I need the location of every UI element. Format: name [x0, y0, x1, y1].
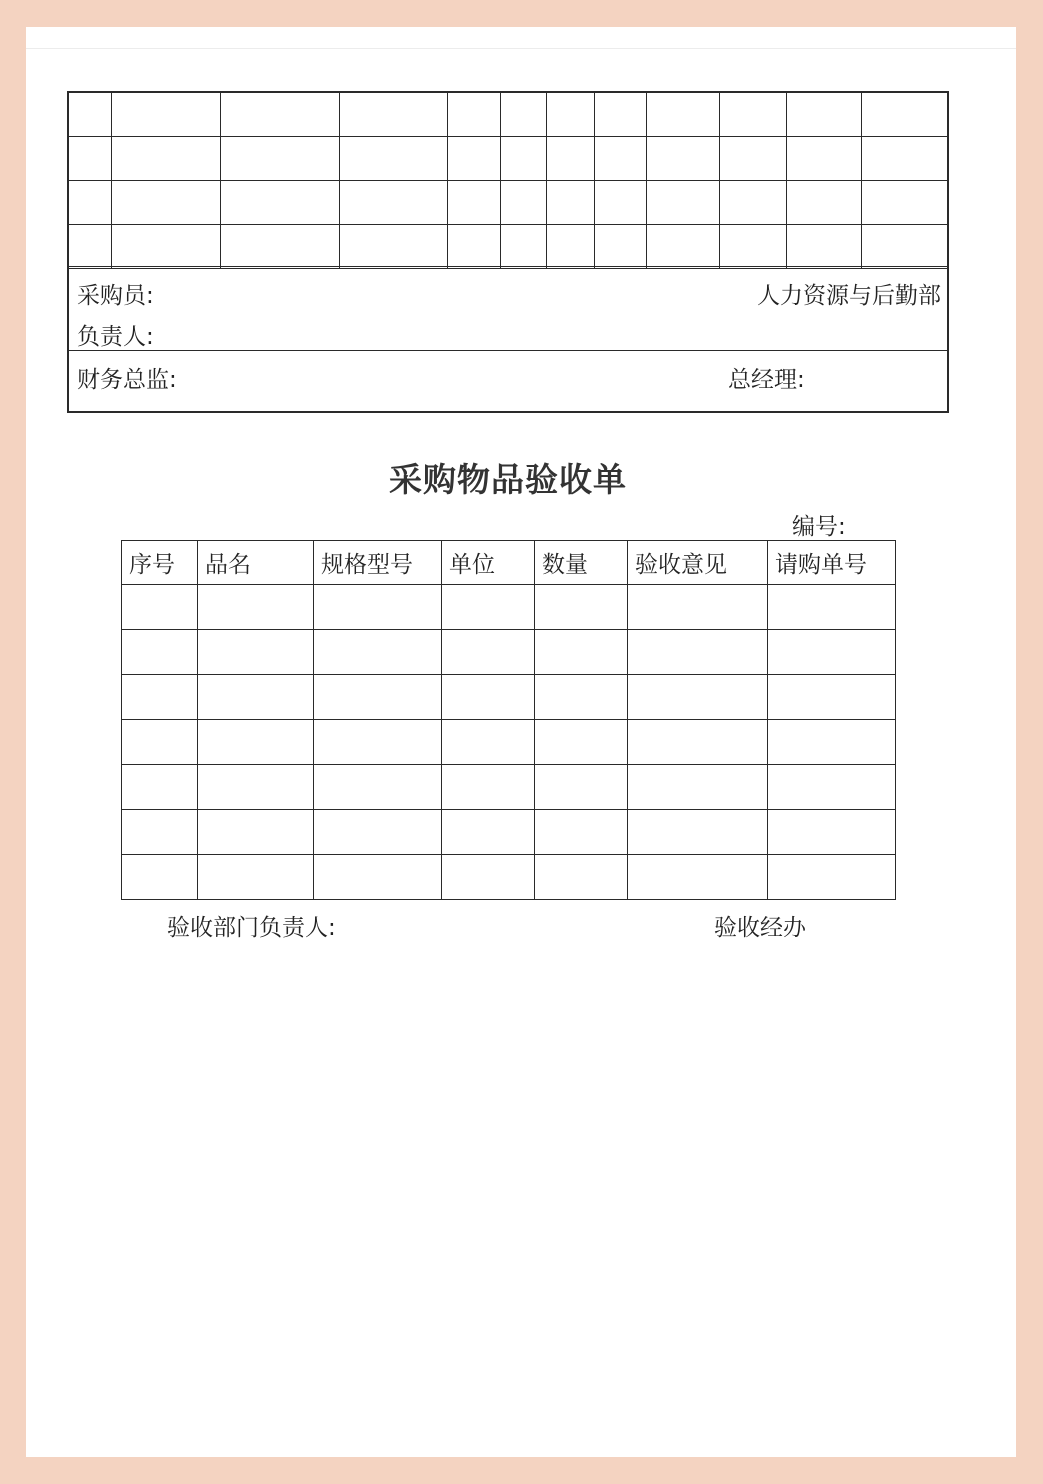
grid-cell[interactable] — [220, 137, 339, 181]
column-header: 规格型号 — [314, 541, 442, 585]
table-cell[interactable] — [442, 810, 535, 855]
grid-cell[interactable] — [69, 137, 111, 181]
table-cell[interactable] — [122, 855, 198, 900]
table-cell[interactable] — [535, 630, 628, 675]
table-cell[interactable] — [198, 585, 314, 630]
table-cell[interactable] — [535, 720, 628, 765]
grid-cell[interactable] — [594, 137, 646, 181]
table-cell[interactable] — [768, 720, 896, 765]
grid-cell[interactable] — [220, 225, 339, 269]
table-cell[interactable] — [442, 720, 535, 765]
grid-cell[interactable] — [786, 137, 861, 181]
table-header-row — [122, 541, 896, 585]
grid-cell[interactable] — [339, 93, 447, 137]
column-header: 品名 — [198, 541, 314, 585]
grid-cell[interactable] — [500, 181, 546, 225]
table-cell[interactable] — [535, 765, 628, 810]
table-cell[interactable] — [122, 720, 198, 765]
serial-number-label: 编号: — [792, 514, 846, 540]
table-cell[interactable] — [198, 765, 314, 810]
grid-cell[interactable] — [546, 93, 594, 137]
table-cell[interactable] — [314, 585, 442, 630]
table-row — [122, 675, 896, 720]
grid-cell[interactable] — [220, 93, 339, 137]
table-row — [122, 630, 896, 675]
column-header: 验收意见 — [628, 541, 768, 585]
table-cell[interactable] — [768, 855, 896, 900]
table-cell[interactable] — [535, 675, 628, 720]
grid-cell[interactable] — [786, 93, 861, 137]
table-cell[interactable] — [122, 630, 198, 675]
grid-cell[interactable] — [594, 225, 646, 269]
table-cell[interactable] — [768, 675, 896, 720]
table-cell[interactable] — [314, 855, 442, 900]
table-cell[interactable] — [628, 810, 768, 855]
grid-cell[interactable] — [861, 225, 947, 269]
grid-cell[interactable] — [546, 137, 594, 181]
grid-cell[interactable] — [786, 225, 861, 269]
table-cell[interactable] — [442, 630, 535, 675]
table-row — [122, 810, 896, 855]
blank-grid — [69, 93, 947, 269]
grid-cell[interactable] — [594, 181, 646, 225]
grid-cell[interactable] — [220, 181, 339, 225]
grid-cell[interactable] — [447, 137, 500, 181]
grid-cell[interactable] — [719, 225, 786, 269]
grid-cell[interactable] — [111, 181, 220, 225]
grid-cell[interactable] — [594, 93, 646, 137]
grid-cell[interactable] — [500, 225, 546, 269]
table-cell[interactable] — [314, 720, 442, 765]
table-cell[interactable] — [314, 675, 442, 720]
grid-cell[interactable] — [69, 181, 111, 225]
signature-block-purchaser — [69, 266, 947, 350]
grid-cell[interactable] — [861, 181, 947, 225]
grid-cell[interactable] — [69, 225, 111, 269]
table-cell[interactable] — [442, 765, 535, 810]
table-cell[interactable] — [198, 630, 314, 675]
general-manager-label: 总经理: — [728, 367, 805, 393]
grid-row — [69, 93, 947, 137]
table-cell[interactable] — [628, 855, 768, 900]
table-cell[interactable] — [442, 855, 535, 900]
grid-cell[interactable] — [447, 181, 500, 225]
grid-cell[interactable] — [646, 225, 719, 269]
grid-cell[interactable] — [111, 225, 220, 269]
grid-cell[interactable] — [447, 225, 500, 269]
table-row — [122, 585, 896, 630]
grid-cell[interactable] — [719, 93, 786, 137]
grid-cell[interactable] — [500, 93, 546, 137]
table-cell[interactable] — [535, 585, 628, 630]
table-row — [122, 720, 896, 765]
table-cell[interactable] — [628, 630, 768, 675]
purchaser-label: 采购员: — [77, 283, 154, 309]
table-cell[interactable] — [198, 675, 314, 720]
grid-cell[interactable] — [719, 181, 786, 225]
table-cell[interactable] — [314, 630, 442, 675]
table-cell[interactable] — [198, 855, 314, 900]
grid-cell[interactable] — [646, 181, 719, 225]
table-cell[interactable] — [768, 810, 896, 855]
table-cell[interactable] — [122, 810, 198, 855]
grid-cell[interactable] — [861, 93, 947, 137]
grid-cell[interactable] — [69, 93, 111, 137]
grid-cell[interactable] — [719, 137, 786, 181]
table-cell[interactable] — [628, 765, 768, 810]
grid-cell[interactable] — [339, 181, 447, 225]
table-cell[interactable] — [535, 855, 628, 900]
table-row — [122, 855, 896, 900]
grid-cell[interactable] — [546, 181, 594, 225]
grid-cell[interactable] — [339, 137, 447, 181]
table-cell[interactable] — [628, 675, 768, 720]
table-cell[interactable] — [442, 585, 535, 630]
grid-cell[interactable] — [111, 137, 220, 181]
column-header: 单位 — [442, 541, 535, 585]
table-cell[interactable] — [122, 675, 198, 720]
table-cell[interactable] — [628, 585, 768, 630]
acceptance-table — [121, 540, 896, 900]
table-cell[interactable] — [314, 810, 442, 855]
table-cell[interactable] — [768, 585, 896, 630]
signature-block-finance — [69, 350, 947, 413]
table-cell[interactable] — [442, 675, 535, 720]
grid-cell[interactable] — [546, 225, 594, 269]
grid-row — [69, 137, 947, 181]
grid-row — [69, 225, 947, 269]
grid-cell[interactable] — [646, 93, 719, 137]
responsible-label: 负责人: — [77, 324, 154, 350]
grid-cell[interactable] — [861, 137, 947, 181]
table-cell[interactable] — [768, 765, 896, 810]
table-cell[interactable] — [198, 720, 314, 765]
grid-cell[interactable] — [111, 93, 220, 137]
department-label: 人力资源与后勤部 — [757, 283, 941, 309]
form-title: 采购物品验收单 — [389, 460, 627, 499]
column-header: 序号 — [122, 541, 198, 585]
table-cell[interactable] — [535, 810, 628, 855]
table-cell[interactable] — [122, 585, 198, 630]
table-cell[interactable] — [628, 720, 768, 765]
finance-director-label: 财务总监: — [77, 367, 177, 393]
grid-cell[interactable] — [646, 137, 719, 181]
column-header: 数量 — [535, 541, 628, 585]
grid-cell[interactable] — [339, 225, 447, 269]
column-header: 请购单号 — [768, 541, 896, 585]
page-top-divider — [26, 48, 1016, 49]
table-cell[interactable] — [314, 765, 442, 810]
table-cell[interactable] — [198, 810, 314, 855]
grid-cell[interactable] — [786, 181, 861, 225]
grid-cell[interactable] — [447, 93, 500, 137]
table-cell[interactable] — [768, 630, 896, 675]
previous-form-table — [67, 91, 949, 413]
handler-signature-label: 验收经办 — [714, 915, 806, 941]
table-row — [122, 765, 896, 810]
grid-cell[interactable] — [500, 137, 546, 181]
table-cell[interactable] — [122, 765, 198, 810]
grid-row — [69, 181, 947, 225]
dept-head-signature-label: 验收部门负责人: — [167, 915, 336, 941]
